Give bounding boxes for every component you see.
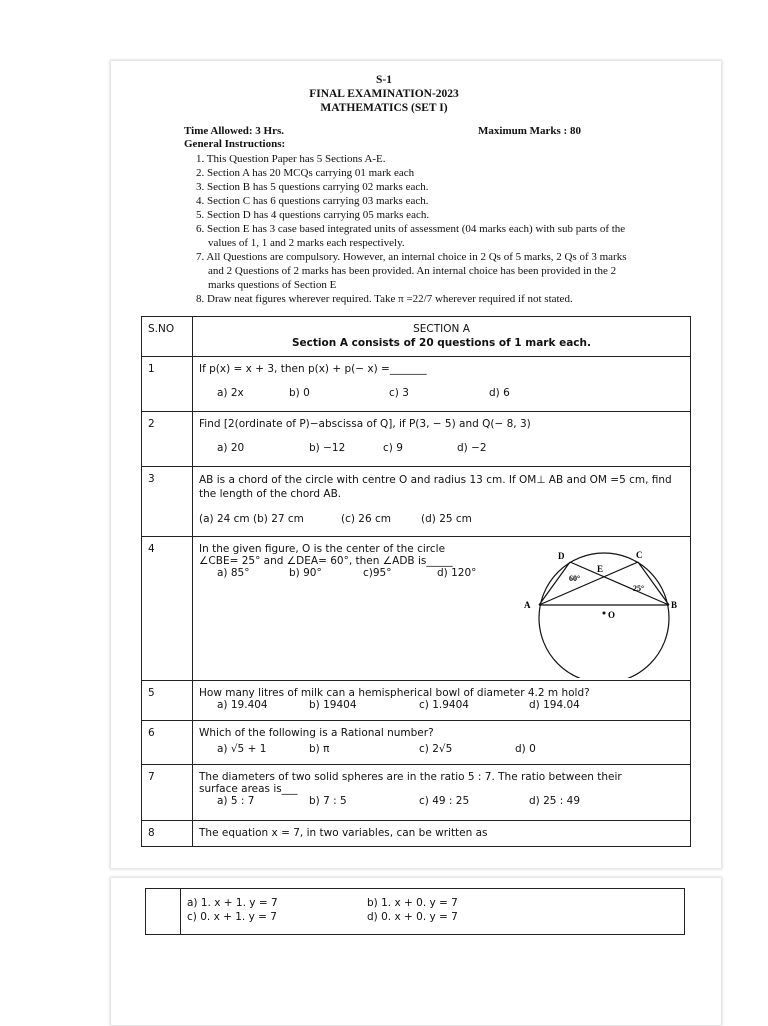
option-b: b) −12 — [309, 442, 346, 454]
question-text: If p(x) = x + 3, then p(x) + p(− x) =_______ — [199, 363, 427, 375]
question-text-line: surface areas is___ — [199, 783, 298, 795]
option-c: c) 9 — [383, 442, 403, 454]
options-row — [199, 699, 684, 711]
question-number: 3 — [142, 467, 193, 537]
question-cell — [193, 467, 691, 537]
option-b: b) 0 — [289, 387, 310, 399]
option-a: a) 1. x + 1. y = 7 — [187, 897, 278, 909]
instruction-item: 7. All Questions are compulsory. However, an internal choice in 2 Qs of 5 marks, 2 Qs of 3 marks — [196, 251, 627, 263]
option-d: d) 0 — [515, 743, 536, 755]
table-row — [142, 467, 691, 537]
instruction-item: 3. Section B has 5 questions carrying 02 marks each. — [196, 181, 429, 193]
question-cell — [193, 821, 691, 847]
circle-figure — [520, 548, 688, 678]
sno-header: S.NO — [142, 317, 193, 357]
question-text: Find [2(ordinate of P)−abscissa of Q], if P(3, − 5) and Q(− 8, 3) — [199, 418, 531, 430]
table-header-row — [142, 317, 691, 357]
label-d: D — [558, 551, 565, 561]
section-header — [193, 317, 691, 357]
table-row — [142, 765, 691, 821]
table-row — [142, 357, 691, 412]
option-ab: (a) 24 cm (b) 27 cm — [199, 513, 304, 525]
question-text-line: ∠CBE= 25° and ∠DEA= 60°, then ∠ADB is_____ — [199, 555, 453, 567]
option-d: d) 25 : 49 — [529, 795, 581, 807]
question-cell — [193, 412, 691, 467]
center-dot — [603, 612, 606, 615]
label-o: O — [608, 610, 616, 620]
options-row — [187, 911, 678, 923]
question-cell — [193, 765, 691, 821]
option-d: d) −2 — [457, 442, 487, 454]
option-d: (d) 25 cm — [421, 513, 472, 525]
instruction-item: values of 1, 1 and 2 marks each respectively. — [208, 237, 405, 249]
question-text: How many litres of milk can a hemispherical bowl of diameter 4.2 m hold? — [199, 687, 590, 699]
options-row — [199, 387, 684, 399]
angle-60-label: 60° — [569, 574, 581, 583]
question-cell — [193, 721, 691, 765]
question-number: 2 — [142, 412, 193, 467]
option-c: c) 49 : 25 — [419, 795, 470, 807]
option-a: a) 5 : 7 — [217, 795, 255, 807]
option-b: b) 90° — [289, 567, 322, 579]
option-a: a) 19.404 — [217, 699, 268, 711]
option-d: d) 120° — [437, 567, 477, 579]
question-number: 5 — [142, 681, 193, 721]
instruction-item: 5. Section D has 4 questions carrying 05 marks each. — [196, 209, 430, 221]
question-text: AB is a chord of the circle with centre O and radius 13 cm. If OM⊥ AB and OM =5 cm, find the length of the chord AB. — [199, 474, 672, 500]
options-row — [199, 743, 684, 755]
options-row — [199, 513, 684, 525]
general-instructions-heading: General Instructions: — [184, 138, 286, 150]
instruction-item: 1. This Question Paper has 5 Sections A-E. — [196, 153, 386, 165]
options-row — [199, 795, 684, 807]
option-a: a) √5 + 1 — [217, 743, 267, 755]
question-text-line: The diameters of two solid spheres are in the ratio 5 : 7. The ratio between their — [199, 771, 622, 783]
option-a: a) 2x — [217, 387, 244, 399]
option-c: c) 3 — [389, 387, 409, 399]
option-a: a) 20 — [217, 442, 245, 454]
table-row — [142, 821, 691, 847]
question-number: 8 — [142, 821, 193, 847]
question-number: 7 — [142, 765, 193, 821]
question-cell — [181, 889, 685, 935]
option-b: b) 1. x + 0. y = 7 — [367, 897, 458, 909]
instruction-item: 2. Section A has 20 MCQs carrying 01 mark each — [196, 167, 415, 179]
question-cell — [193, 357, 691, 412]
options-row — [187, 897, 678, 909]
table-row — [142, 412, 691, 467]
instruction-item: and 2 Questions of 2 marks has been provided. An internal choice has been provided in the 2 — [208, 265, 617, 277]
question-text: The equation x = 7, in two variables, can be written as — [199, 827, 488, 839]
question-text: Which of the following is a Rational number? — [199, 727, 434, 739]
section-subtitle: Section A consists of 20 questions of 1 mark each. — [291, 337, 591, 349]
option-b: b) 7 : 5 — [309, 795, 347, 807]
table-row — [146, 889, 685, 935]
section-title: SECTION A — [413, 323, 470, 335]
table-row — [142, 681, 691, 721]
table-row — [142, 721, 691, 765]
question-number — [146, 889, 181, 935]
question-text-line: In the given figure, O is the center of the circle — [199, 543, 446, 555]
label-e: E — [597, 564, 604, 574]
exam-title: FINAL EXAMINATION-2023 — [309, 88, 459, 100]
question-number: 4 — [142, 537, 193, 681]
question-number: 1 — [142, 357, 193, 412]
label-c: C — [636, 550, 643, 560]
subject-title: MATHEMATICS (SET I) — [320, 102, 448, 114]
time-allowed: Time Allowed: 3 Hrs. — [184, 125, 285, 137]
option-a: a) 85° — [217, 567, 250, 579]
question-cell — [193, 681, 691, 721]
circle-outline — [539, 553, 669, 678]
option-c: (c) 26 cm — [341, 513, 392, 525]
angle-25-label: 25° — [633, 584, 645, 593]
instruction-item: 6. Section E has 3 case based integrated units of assessment (04 marks each) with sub parts of the — [196, 223, 626, 235]
instruction-item: marks questions of Section E — [208, 279, 337, 291]
question-number: 6 — [142, 721, 193, 765]
option-c: c)95° — [363, 567, 392, 579]
paper-code: S-1 — [376, 74, 392, 86]
options-row — [199, 442, 684, 454]
instruction-item: 8. Draw neat figures wherever required. Take π =22/7 wherever required if not stated. — [196, 293, 573, 305]
option-c: c) 1.9404 — [419, 699, 469, 711]
option-b: b) 19404 — [309, 699, 357, 711]
continuation-table — [145, 888, 685, 935]
instruction-item: 4. Section C has 6 questions carrying 03 marks each. — [196, 195, 429, 207]
option-b: b) π — [309, 743, 330, 755]
label-a: A — [524, 600, 531, 610]
option-c: c) 0. x + 1. y = 7 — [187, 911, 277, 923]
label-b: B — [671, 600, 678, 610]
option-d: d) 6 — [489, 387, 510, 399]
instructions-list — [196, 152, 696, 306]
option-c: c) 2√5 — [419, 743, 453, 755]
option-d: d) 194.04 — [529, 699, 580, 711]
max-marks: Maximum Marks : 80 — [478, 125, 581, 137]
option-d: d) 0. x + 0. y = 7 — [367, 911, 458, 923]
